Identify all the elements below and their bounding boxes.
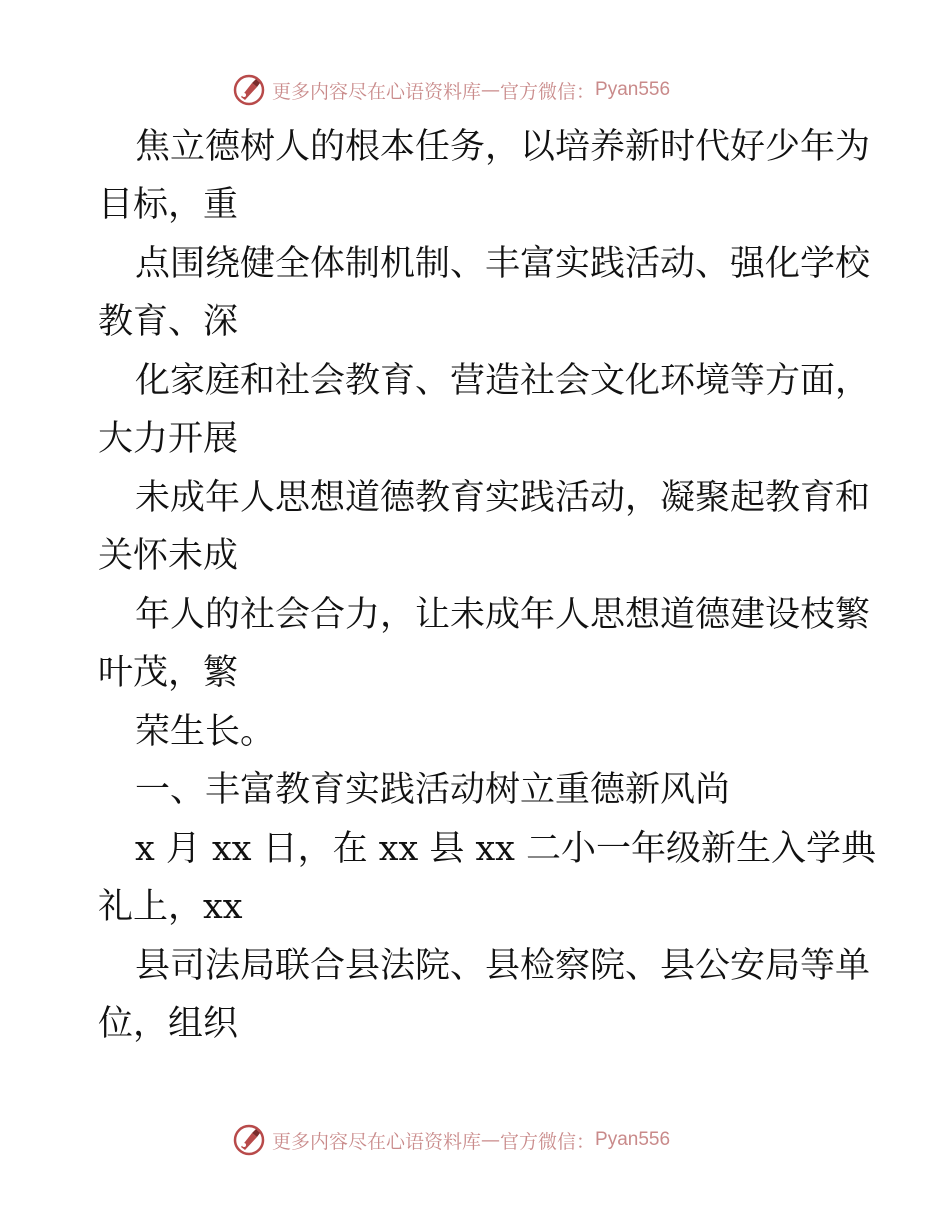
pen-nib-logo-icon	[232, 1123, 266, 1157]
text-line: 县司法局联合县法院、县检察院、县公安局等单	[135, 946, 871, 986]
text-line: 焦立德树人的根本任务，以培养新时代好少年为	[135, 127, 871, 167]
text-line: 叶茂，繁	[98, 653, 239, 693]
text-line: 目标，重	[98, 185, 239, 225]
banner-site-text: 更多内容尽在心语资料库	[272, 80, 482, 103]
text-line: 点围绕健全体制机制、丰富实践活动、强化学校	[135, 244, 871, 284]
text-line: 教育、深	[98, 302, 239, 342]
banner-separator: —	[481, 1129, 501, 1151]
text-line: 年人的社会合力，让未成年人思想道德建设枝繁	[135, 595, 871, 635]
banner-wechat-label: 官方微信：	[500, 80, 596, 103]
banner-wechat-id: Pyan556	[595, 1129, 671, 1150]
text-line: x 月 xx 日，在 xx 县 xx 二小一年级新生入学典	[135, 829, 877, 869]
text-line: 荣生长。	[135, 712, 276, 752]
pen-nib-logo-icon	[232, 73, 266, 107]
text-line: 大力开展	[98, 419, 239, 459]
banner-separator: —	[481, 79, 501, 101]
section-heading: 一、丰富教育实践活动树立重德新风尚	[135, 770, 731, 810]
banner-site-text: 更多内容尽在心语资料库	[272, 1130, 482, 1153]
text-line: 位，组织	[98, 1004, 239, 1044]
footer-banner	[232, 1122, 712, 1158]
header-banner	[232, 72, 712, 108]
text-line: 化家庭和社会教育、营造社会文化环境等方面，	[135, 361, 871, 401]
text-line: 关怀未成	[98, 536, 239, 576]
banner-wechat-label: 官方微信：	[500, 1130, 596, 1153]
text-line: 礼上，xx	[98, 887, 243, 927]
text-line: 未成年人思想道德教育实践活动，凝聚起教育和	[135, 478, 871, 518]
banner-wechat-id: Pyan556	[595, 79, 671, 100]
